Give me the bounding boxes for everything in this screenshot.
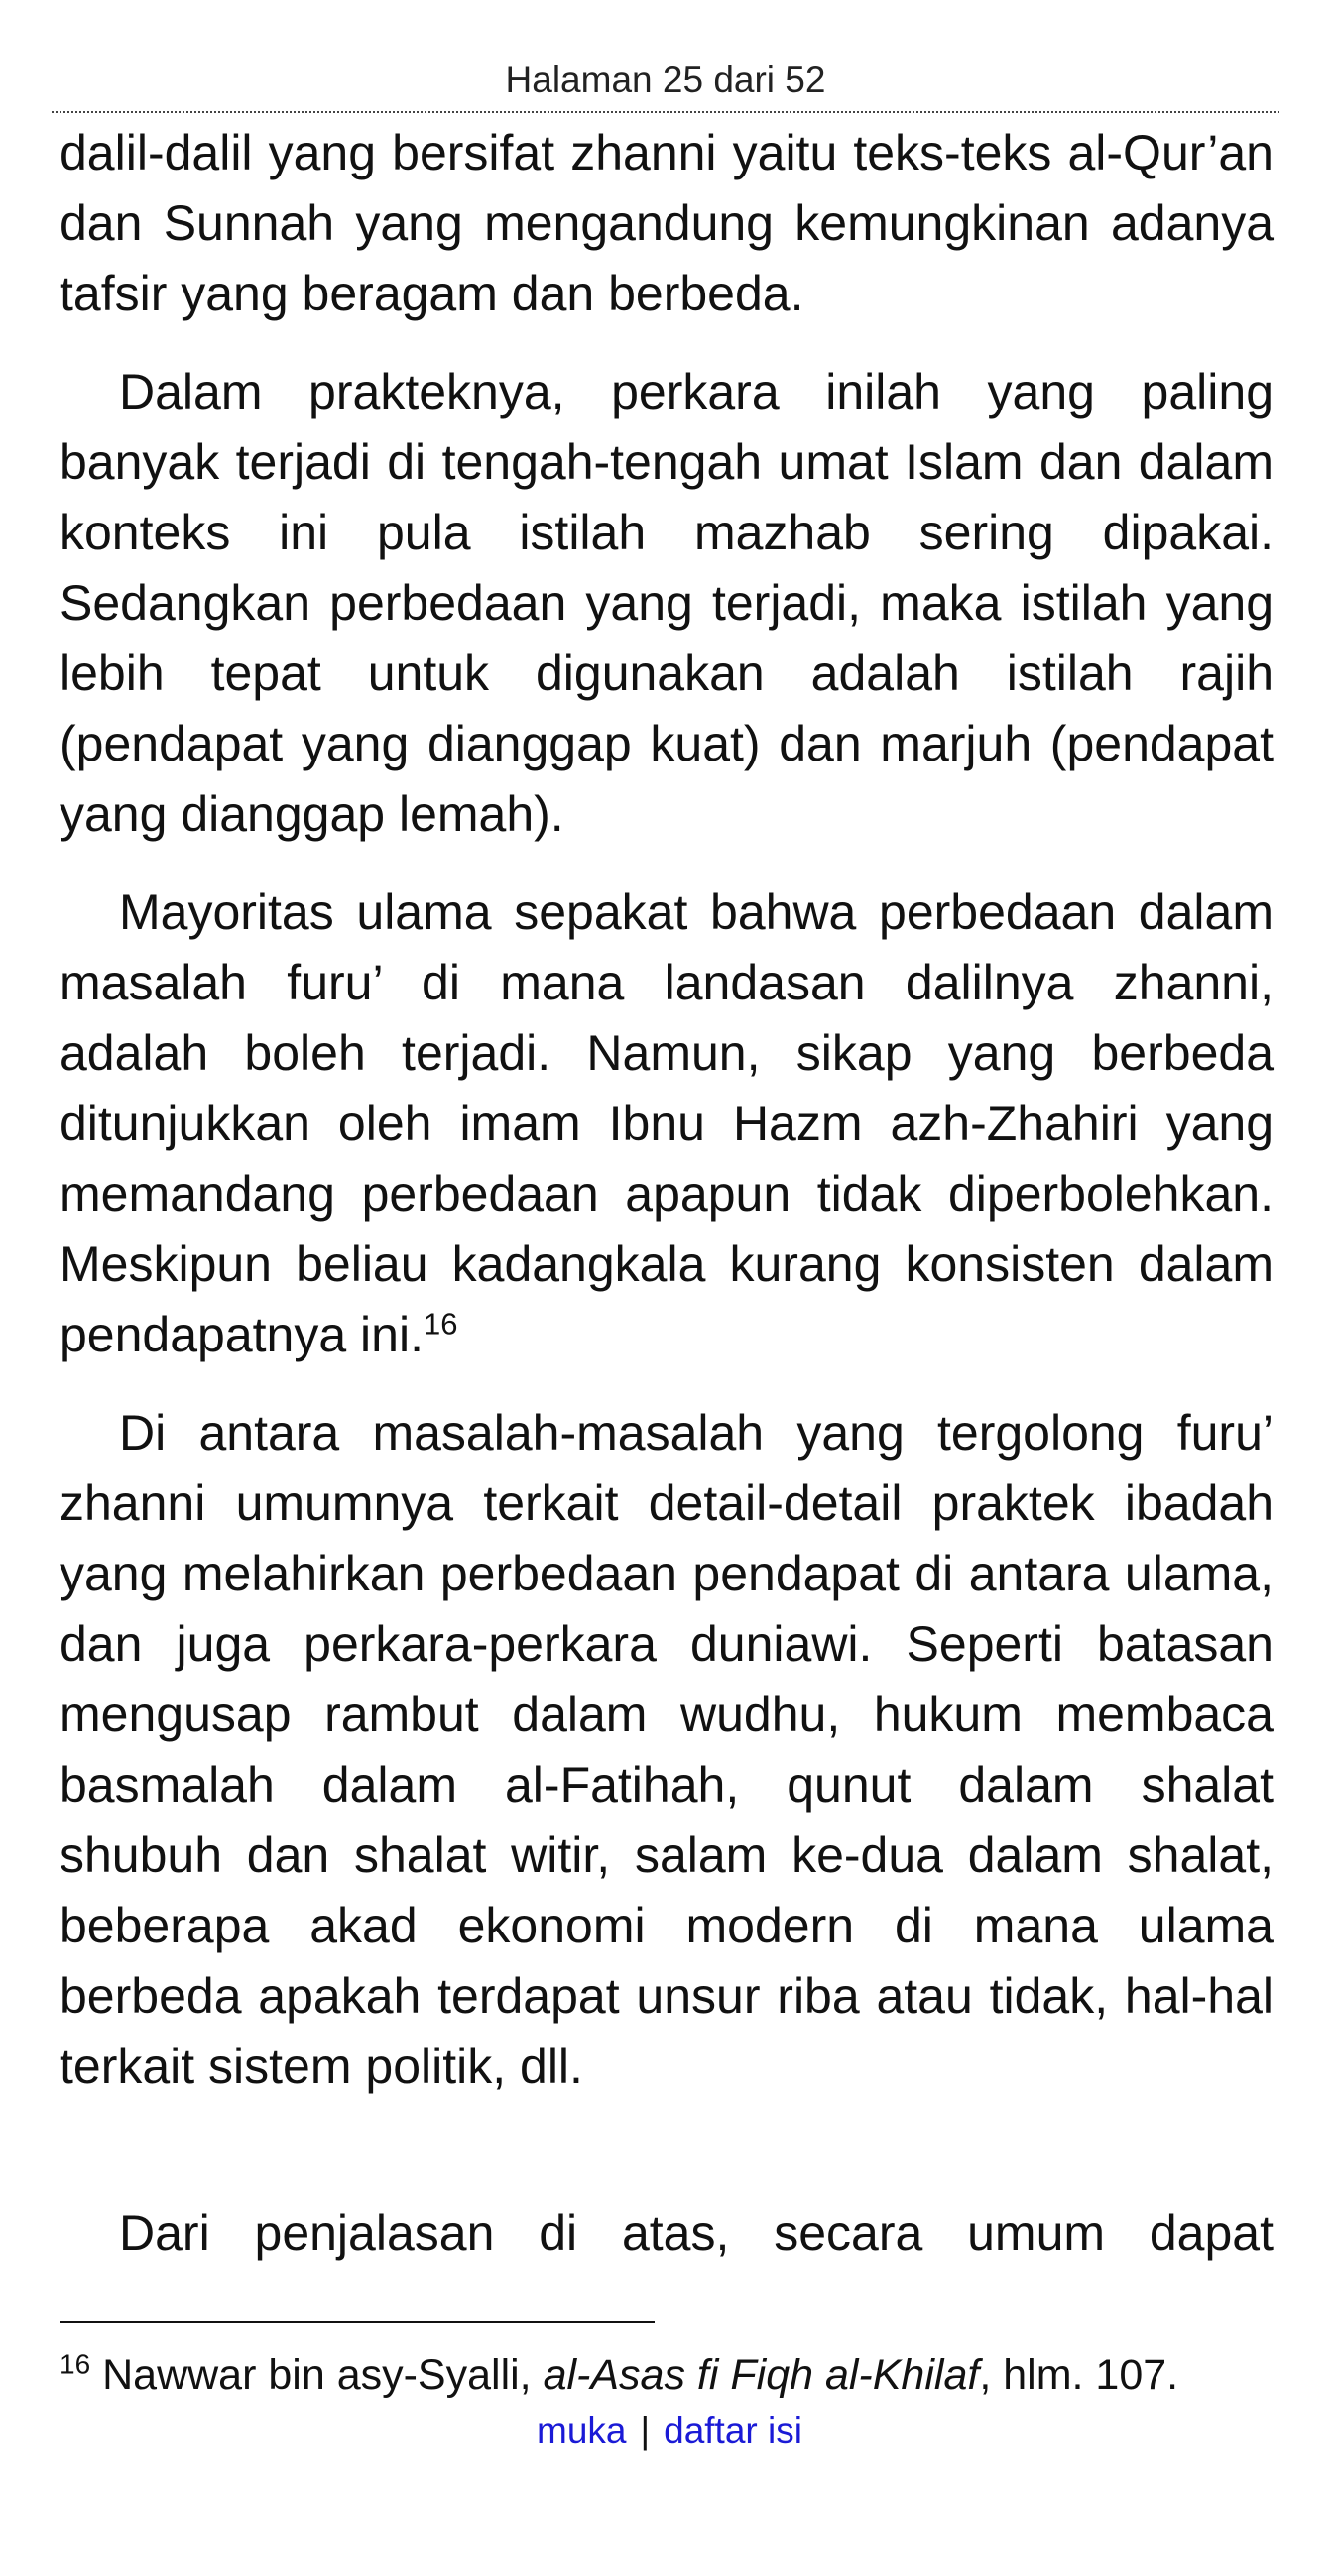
footnote-number: 16 — [60, 2348, 91, 2380]
header-divider — [52, 111, 1279, 113]
paragraph-4: Di antara masalah-masalah yang tergolong furu’ zhanni umumnya terkait detail-detail praktek ibadah yang melahirkan perbedaan pendapat di antara ulama, dan juga perkara-perkara duniawi. Seperti batasan mengusap rambut dalam wudhu, hukum membaca basmalah dalam al-Fatihah, qunut dalam shalat shubuh dan shalat witir, salam ke-dua dalam shalat, beberapa akad ekonomi modern di mana ulama berbeda apakah terdapat unsur riba atau tidak, hal-hal terkait sistem politik, dll. — [60, 1405, 1274, 2094]
paragraph-1: dalil-dalil yang bersifat zhanni yaitu teks-teks al-Qur’an dan Sunnah yang mengandung kemungkinan adanya tafsir yang beragam dan berbeda. — [60, 125, 1274, 321]
paragraph-5: Dari penjalasan di atas, secara umum dapat — [119, 2205, 1274, 2261]
front-page-link[interactable]: muka — [537, 2410, 627, 2451]
table-of-contents-link[interactable]: daftar isi — [664, 2410, 802, 2451]
body-text — [60, 118, 1274, 2296]
footnote-divider — [60, 2321, 655, 2323]
paragraph-2: Dalam prakteknya, perkara inilah yang paling banyak terjadi di tengah-tengah umat Islam dan dalam konteks ini pula istilah mazhab sering dipakai. Sedangkan perbedaan yang terjadi, maka istilah yang lebih tepat untuk digunakan adalah istilah rajih (pendapat yang dianggap kuat) dan marjuh (pendapat yang dianggap lemah). — [60, 364, 1274, 842]
paragraph-3-text: Mayoritas ulama sepakat bahwa perbedaan dalam masalah furu’ di mana landasan dalilnya zhanni, adalah boleh terjadi. Namun, sikap yang berbeda ditunjukkan oleh imam Ibnu Hazm azh-Zhahiri yang memandang perbedaan apapun tidak diperbolehkan. Meskipun beliau kadangkala kurang konsisten dalam pendapatnya ini. — [60, 884, 1274, 1362]
footnote-reference[interactable]: 16 — [423, 1306, 458, 1342]
paragraph-3 — [60, 878, 1274, 1370]
footnote-author: Nawwar bin asy-Syalli, — [102, 2351, 532, 2399]
nav-separator: | — [640, 2410, 651, 2451]
footnote-title: al-Asas fi Fiqh al-Khilaf — [543, 2351, 980, 2399]
footnote-page: , hlm. 107. — [979, 2351, 1179, 2399]
section-gap — [60, 2130, 1274, 2198]
footnote — [60, 2346, 1279, 2403]
page-header — [52, 56, 1279, 105]
page-navigation — [0, 2406, 1339, 2456]
page-number-label: Halaman 25 dari 52 — [505, 59, 826, 100]
